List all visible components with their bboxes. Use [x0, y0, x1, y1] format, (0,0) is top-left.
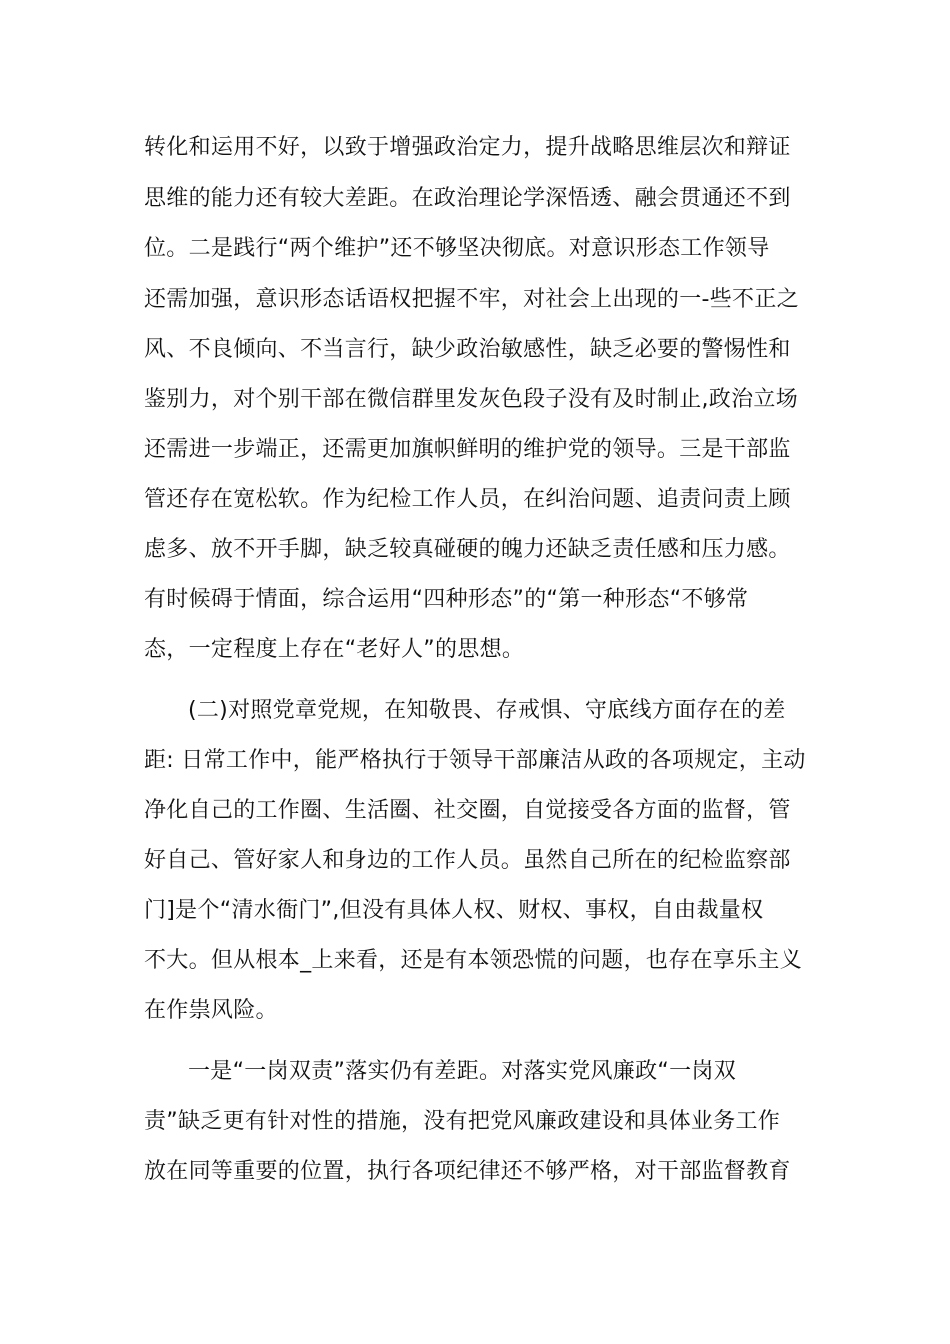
- paragraph-1-line: 还需进一步端正，还需更加旗帜鲜明的维护党的领导。三是干部监: [144, 437, 791, 462]
- paragraph-2-line: 距: 日常工作中，能严格执行于领导干部廉洁从政的各项规定，主动: [144, 748, 806, 773]
- paragraph-2-line: 不大。但从根本_上来看，还是有本领恐慌的问题，也存在享乐主义: [144, 948, 803, 973]
- paragraph-1-line: 风、不良倾向、不当言行，缺少政治敏感性，缺乏必要的警惕性和: [144, 337, 791, 362]
- paragraph-2-line: 净化自己的工作圈、生活圈、社交圈，自觉接受各方面的监督，管: [144, 798, 791, 823]
- paragraph-1-line: 有时候碍于情面，综合运用“四种形态”的“第一种形态“不够常: [144, 587, 749, 612]
- paragraph-1-line: 态，一定程度上存在“老好人”的思想。: [144, 637, 525, 662]
- paragraph-1-line: 转化和运用不好，以致于增强政治定力，提升战略思维层次和辩证: [144, 135, 791, 160]
- paragraph-1-line: 位。二是践行“两个维护”还不够坚决彻底。对意识形态工作领导: [144, 236, 770, 261]
- paragraph-3-line: 放在同等重要的位置，执行各项纪律还不够严格，对干部监督教育: [144, 1159, 791, 1184]
- paragraph-1-line: 管还存在宽松软。作为纪检工作人员，在纠治问题、追责问责上顾: [144, 487, 791, 512]
- paragraph-2-line: 在作祟风险。: [144, 998, 278, 1023]
- paragraph-1-line: 思维的能力还有较大差距。在政治理论学深悟透、融会贯通还不到: [144, 186, 791, 211]
- paragraph-3-line: 责”缺乏更有针对性的措施，没有把党风廉政建设和具体业务工作: [144, 1109, 781, 1134]
- paragraph-2-line: 门]是个“清水衙门”,但没有具体人权、财权、事权，自由裁量权: [144, 898, 764, 923]
- paragraph-1-line: 虑多、放不开手脚，缺乏较真碰硬的魄力还缺乏责任感和压力感。: [144, 537, 791, 562]
- paragraph-2-line: 好自己、管好家人和身边的工作人员。虽然自己所在的纪检监察部: [144, 848, 791, 873]
- paragraph-3-line: 一是“一岗双责”落实仍有差距。对落实党风廉政“一岗双: [188, 1059, 736, 1084]
- paragraph-1-line: 还需加强，意识形态话语权把握不牢，对社会上出现的一-些不正之: [144, 287, 799, 312]
- paragraph-1-line: 鉴别力，对个别干部在微信群里发灰色段子没有及时制止,政治立场: [144, 387, 798, 412]
- paragraph-2-line: (二)对照党章党规，在知敬畏、存戒惧、守底线方面存在的差: [188, 698, 786, 723]
